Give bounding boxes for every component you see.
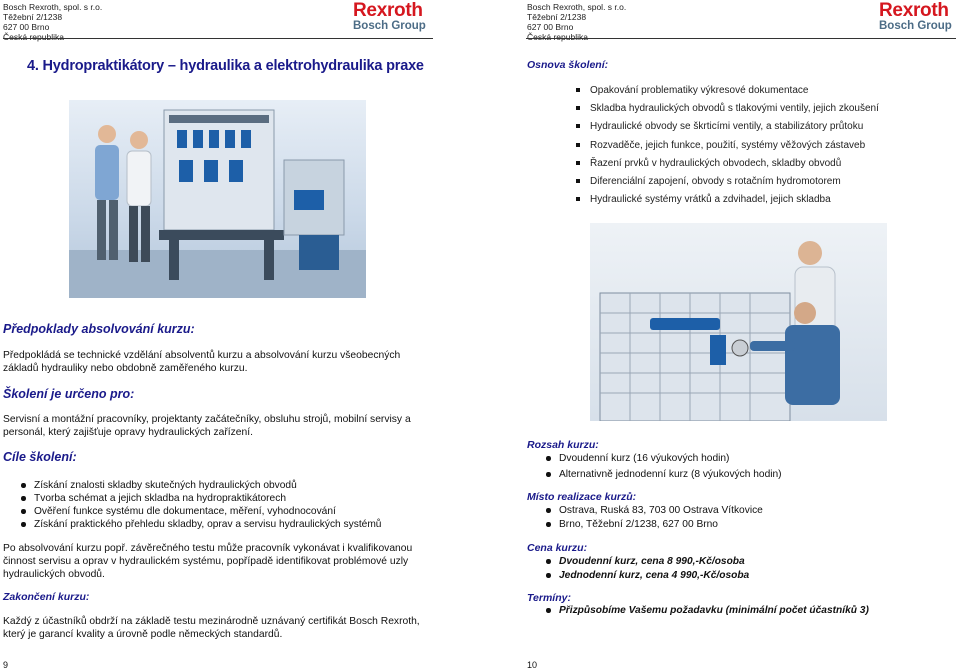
rexroth-logo — [879, 2, 954, 32]
list-item: Ověření funkce systému dle dokumentace, měření, vyhodnocování — [18, 505, 438, 518]
logo-brand: Rexroth — [353, 0, 423, 21]
trainers-illustration — [69, 100, 366, 298]
training-photo-workstation — [590, 223, 887, 421]
workstation-illustration — [590, 223, 887, 421]
outline-list — [576, 84, 956, 211]
list-item: Dvoudenní kurz (16 výukových hodin) — [543, 452, 943, 468]
place-heading: Místo realizace kurzů: — [527, 491, 637, 503]
goals-heading: Cíle školení: — [3, 450, 77, 464]
scope-list — [543, 452, 943, 484]
prerequisites-heading: Předpoklady absolvování kurzu: — [3, 322, 195, 336]
audience-heading: Školení je určeno pro: — [3, 387, 135, 401]
list-item: Opakování problematiky výkresové dokumentace — [576, 84, 956, 102]
training-photo-trainers — [69, 100, 366, 298]
list-item: Řazení prvků v hydraulických obvodech, skladby obvodů — [576, 157, 956, 175]
page-title: 4. Hydropraktikátory – hydraulika a elektrohydraulika praxe — [27, 58, 424, 74]
list-item: Brno, Těžební 2/1238, 627 00 Brno — [543, 518, 943, 532]
list-item: Skladba hydraulických obvodů s tlakovými ventily, jejich zkoušení — [576, 102, 956, 120]
company-name: Bosch Rexroth, spol. s r.o. — [527, 2, 627, 12]
places-list — [543, 504, 943, 532]
list-item: Ostrava, Ruská 83, 703 00 Ostrava Vítkovice — [543, 504, 943, 518]
list-item: Jednodenní kurz, cena 4 990,-Kč/osoba — [543, 569, 943, 583]
right-page — [480, 0, 960, 671]
list-item: Rozvaděče, jejich funkce, použití, systémy věžových zástaveb — [576, 139, 956, 157]
list-item: Tvorba schémat a jejich skladba na hydropraktikátorech — [18, 492, 438, 505]
list-item: Dvoudenní kurz, cena 8 990,-Kč/osoba — [543, 555, 943, 569]
page-number: 10 — [527, 660, 538, 670]
outline-heading: Osnova školení: — [527, 59, 609, 71]
after-course-text: Po absolvování kurzu popř. závěrečného testu může pracovník vykonávat i kvalifikovanou činnost servisu a oprav v hydraulickém systému, popřípadě identifikovat problémové uzly hydraulických obvodů. — [3, 543, 413, 580]
rexroth-logo — [353, 2, 428, 32]
prices-list — [543, 555, 943, 583]
list-item: Hydraulické systémy vrátků a zdvihadel, jejich skladba — [576, 193, 956, 211]
course-end-text: Každý z účastníků obdrží na základě testu mezinárodně uznávaný certifikát Bosch Rexroth, který je garancí kvality a úrovně podle německých standardů. — [3, 616, 420, 640]
company-name: Bosch Rexroth, spol. s r.o. — [3, 2, 103, 12]
page-number: 9 — [3, 660, 9, 670]
dates-heading: Termíny: — [527, 592, 571, 604]
company-address — [527, 2, 626, 42]
list-item: Získání znalosti skladby skutečných hydraulických obvodů — [18, 479, 438, 492]
logo-brand: Rexroth — [879, 0, 949, 21]
audience-text: Servisní a montážní pracovníky, projektanty začátečníky, obsluhu strojů, mobilní servisy a personál, který zajišťuje opravy hydraulických zařízení. — [3, 414, 411, 438]
address-city: 627 00 Brno — [527, 22, 574, 32]
logo-group: Bosch Group — [353, 20, 426, 32]
list-item: Získání praktického přehledu skladby, oprav a servisu hydraulických systémů — [18, 518, 438, 531]
address-country: Česká republika — [3, 32, 64, 42]
logo-group: Bosch Group — [879, 20, 952, 32]
address-street: Těžební 2/1238 — [3, 12, 63, 22]
header-divider — [526, 38, 956, 39]
list-item: Přizpůsobíme Vašemu požadavku (minimální počet účastníků 3) — [543, 604, 943, 618]
dates-list — [543, 604, 943, 618]
address-street: Těžební 2/1238 — [527, 12, 587, 22]
list-item: Diferenciální zapojení, obvody s rotačním hydromotorem — [576, 175, 956, 193]
course-end-heading: Zakončení kurzu: — [3, 591, 90, 603]
prerequisites-text: Předpokládá se technické vzdělání absolventů kurzu a absolvování kurzu všeobecných základů hydrauliky nebo obdobně zaměřeného kurzu. — [3, 350, 401, 374]
goals-list — [18, 479, 438, 531]
list-item: Hydraulické obvody se škrticími ventily, a stabilizátory průtoku — [576, 120, 956, 138]
header-divider — [3, 38, 433, 39]
list-item: Alternativně jednodenní kurz (8 výukových hodin) — [543, 468, 943, 484]
company-address — [3, 2, 102, 42]
address-country: Česká republika — [527, 32, 588, 42]
price-heading: Cena kurzu: — [527, 542, 588, 554]
scope-heading: Rozsah kurzu: — [527, 439, 599, 451]
address-city: 627 00 Brno — [3, 22, 50, 32]
